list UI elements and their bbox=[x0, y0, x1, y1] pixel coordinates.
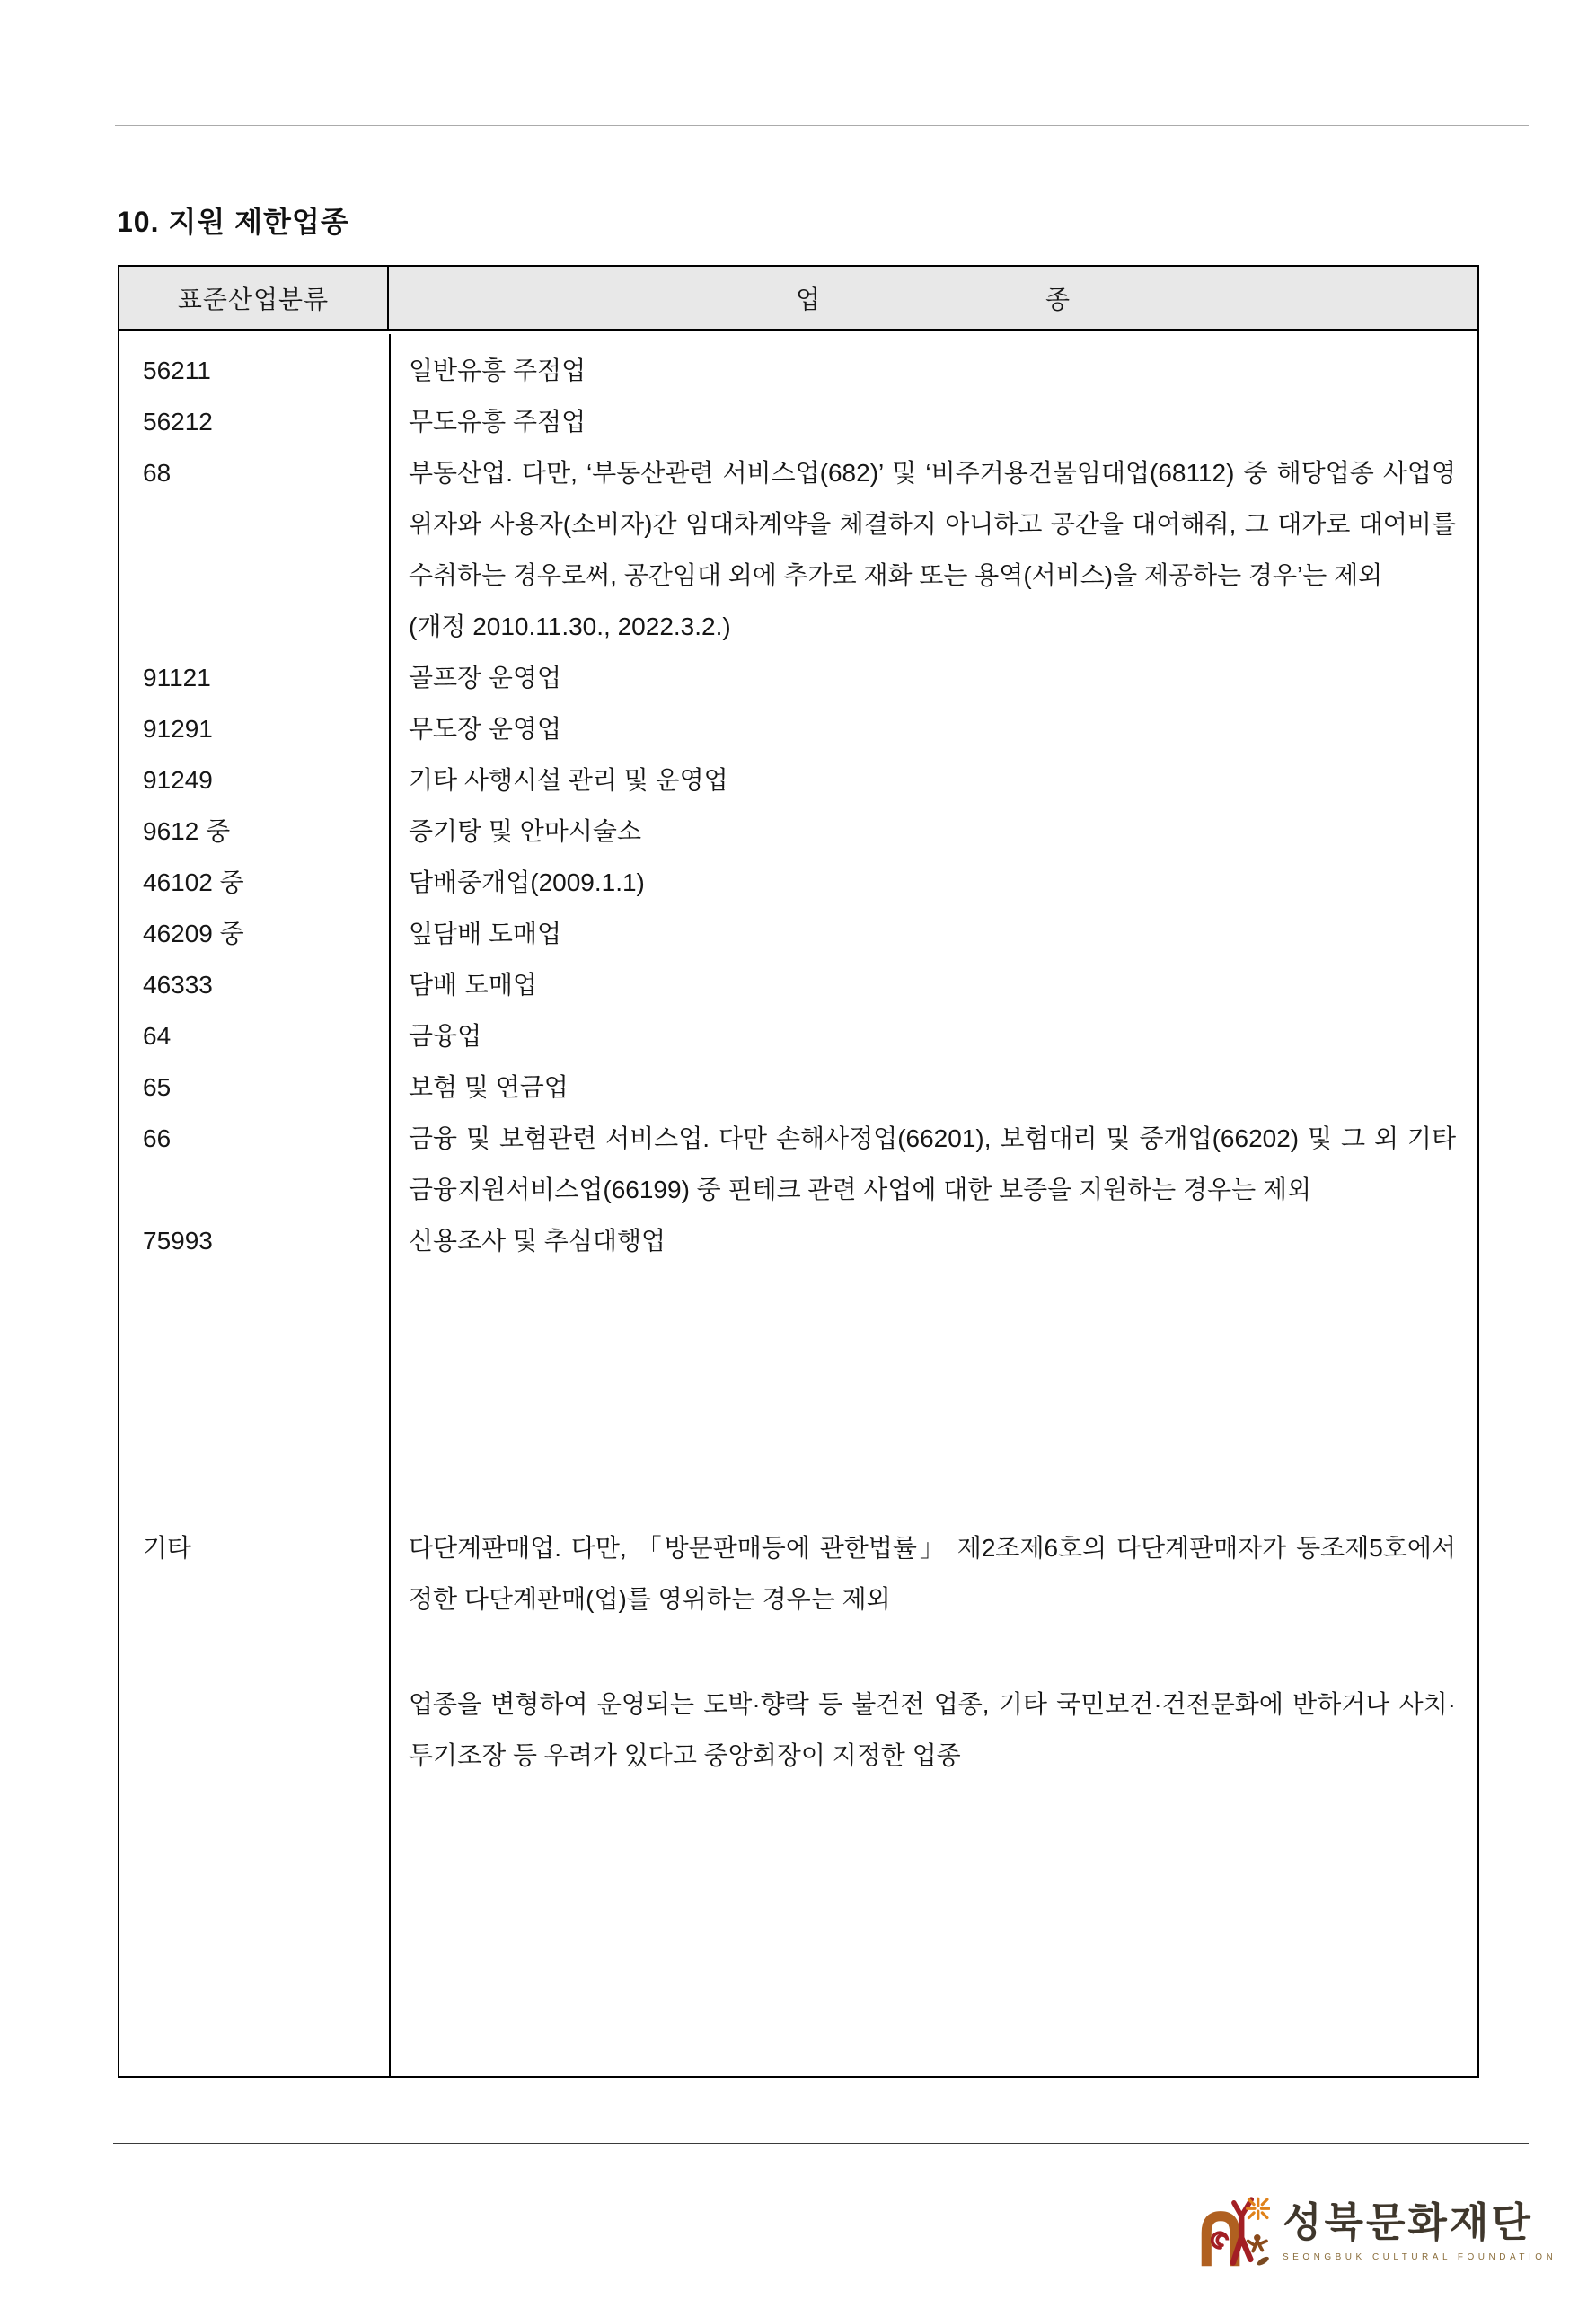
row-code: 46102 중 bbox=[143, 868, 244, 896]
footer-divider bbox=[113, 2143, 1529, 2144]
table-header-row bbox=[119, 267, 1477, 331]
description-paragraph: 일반유흥 주점업 bbox=[409, 357, 586, 384]
row-description bbox=[391, 1113, 1477, 1215]
table-row bbox=[119, 1113, 1477, 1215]
table-row bbox=[119, 703, 1477, 754]
row-code: 64 bbox=[143, 1022, 172, 1050]
row-description bbox=[391, 703, 1477, 754]
header-business-first: 업 bbox=[795, 285, 821, 313]
row-description bbox=[391, 652, 1477, 703]
row-description bbox=[391, 1522, 1477, 1781]
row-description bbox=[391, 1010, 1477, 1062]
description-paragraph: 업종을 변형하여 운영되는 도박·향락 등 불건전 업종, 기타 국민보건·건전문화에 반하거나 사치·투기조장 등 우려가 있다고 중앙회장이 지정한 업종 bbox=[409, 1690, 1456, 1769]
description-paragraph: 담배중개업(2009.1.1) bbox=[409, 868, 645, 896]
page-title: 10. 지원 제한업종 bbox=[117, 206, 349, 238]
description-paragraph: 무도유흥 주점업 bbox=[409, 408, 586, 436]
description-paragraph: 부동산업. 다만, ‘부동산관련 서비스업(682)’ 및 ‘비주거용건물임대업(68112) 중 해당업종 사업영위자와 사용자(소비자)간 임대차계약을 체결하지 아니하고 공간을 대여해줘, 그 대가로 대여비를 수취하는 경우로써, 공간임대 외에 추가로 재화 또는 용역(서비스)을 제공하는 경우’는 제외 bbox=[409, 459, 1456, 589]
header-business-second: 종 bbox=[1045, 285, 1071, 313]
description-paragraph: 신용조사 및 추심대행업 bbox=[409, 1227, 666, 1255]
table-row bbox=[119, 754, 1477, 806]
description-paragraph: 담배 도매업 bbox=[409, 971, 538, 999]
row-description bbox=[391, 345, 1477, 396]
row-code: 56211 bbox=[143, 357, 211, 384]
brand-name: 성북문화재단 bbox=[1283, 2200, 1533, 2245]
blank-line bbox=[409, 1625, 1456, 1678]
table-body bbox=[119, 334, 1477, 2076]
row-code: 9612 중 bbox=[143, 817, 231, 845]
table-row bbox=[119, 857, 1477, 908]
row-description bbox=[391, 806, 1477, 857]
row-description bbox=[391, 857, 1477, 908]
row-code: 68 bbox=[143, 459, 172, 487]
description-paragraph: 금융업 bbox=[409, 1022, 482, 1050]
row-gap bbox=[119, 1266, 1477, 1522]
table-row bbox=[119, 959, 1477, 1010]
table-row bbox=[119, 908, 1477, 959]
table-row bbox=[119, 447, 1477, 652]
table-row bbox=[119, 652, 1477, 703]
row-code: 75993 bbox=[143, 1227, 213, 1255]
foundation-logo-icon bbox=[1195, 2189, 1270, 2268]
row-description bbox=[391, 447, 1477, 652]
row-code: 91291 bbox=[143, 715, 213, 743]
description-paragraph: 잎담배 도매업 bbox=[409, 920, 562, 947]
description-paragraph: 다단계판매업. 다만, 「방문판매등에 관한법률」 제2조제6호의 다단계판매자가 동조제5호에서 정한 다단계판매(업)를 영위하는 경우는 제외 bbox=[409, 1534, 1456, 1613]
row-code: 91121 bbox=[143, 664, 211, 692]
footer-branding bbox=[1195, 2189, 1556, 2268]
row-code: 46209 중 bbox=[143, 920, 244, 947]
description-paragraph: 보험 및 연금업 bbox=[409, 1073, 569, 1101]
row-description bbox=[391, 959, 1477, 1010]
restricted-business-table bbox=[118, 265, 1479, 2078]
table-row bbox=[119, 806, 1477, 857]
row-description bbox=[391, 1062, 1477, 1113]
row-description bbox=[391, 1215, 1477, 1266]
header-classification: 표준산업분류 bbox=[119, 267, 389, 329]
table-row bbox=[119, 1010, 1477, 1062]
table-row bbox=[119, 1062, 1477, 1113]
table-row bbox=[119, 345, 1477, 396]
description-paragraph: (개정 2010.11.30., 2022.3.2.) bbox=[409, 612, 731, 640]
brand-subtitle: SEONGBUK CULTURAL FOUNDATION bbox=[1283, 2252, 1557, 2263]
row-description bbox=[391, 754, 1477, 806]
row-code: 기타 bbox=[143, 1534, 192, 1562]
description-paragraph: 금융 및 보험관련 서비스업. 다만 손해사정업(66201), 보험대리 및 중개업(66202) 및 그 외 기타 금융지원서비스업(66199) 중 핀테크 관련 사업에 대한 보증을 지원하는 경우는 제외 bbox=[409, 1124, 1456, 1203]
table-row bbox=[119, 1215, 1477, 1266]
row-description bbox=[391, 396, 1477, 447]
top-divider bbox=[115, 125, 1529, 126]
table-row bbox=[119, 1522, 1477, 1781]
row-code: 66 bbox=[143, 1124, 172, 1152]
header-business-type bbox=[389, 267, 1477, 329]
table-row bbox=[119, 396, 1477, 447]
row-code: 65 bbox=[143, 1073, 172, 1101]
description-paragraph: 증기탕 및 안마시술소 bbox=[409, 817, 641, 845]
brand-text-block bbox=[1283, 2189, 1556, 2262]
description-paragraph: 기타 사행시설 관리 및 운영업 bbox=[409, 766, 728, 794]
row-description bbox=[391, 908, 1477, 959]
description-paragraph: 골프장 운영업 bbox=[409, 664, 562, 692]
row-code: 56212 bbox=[143, 408, 213, 436]
description-paragraph: 무도장 운영업 bbox=[409, 715, 562, 743]
row-code: 91249 bbox=[143, 766, 213, 794]
row-code: 46333 bbox=[143, 971, 213, 999]
